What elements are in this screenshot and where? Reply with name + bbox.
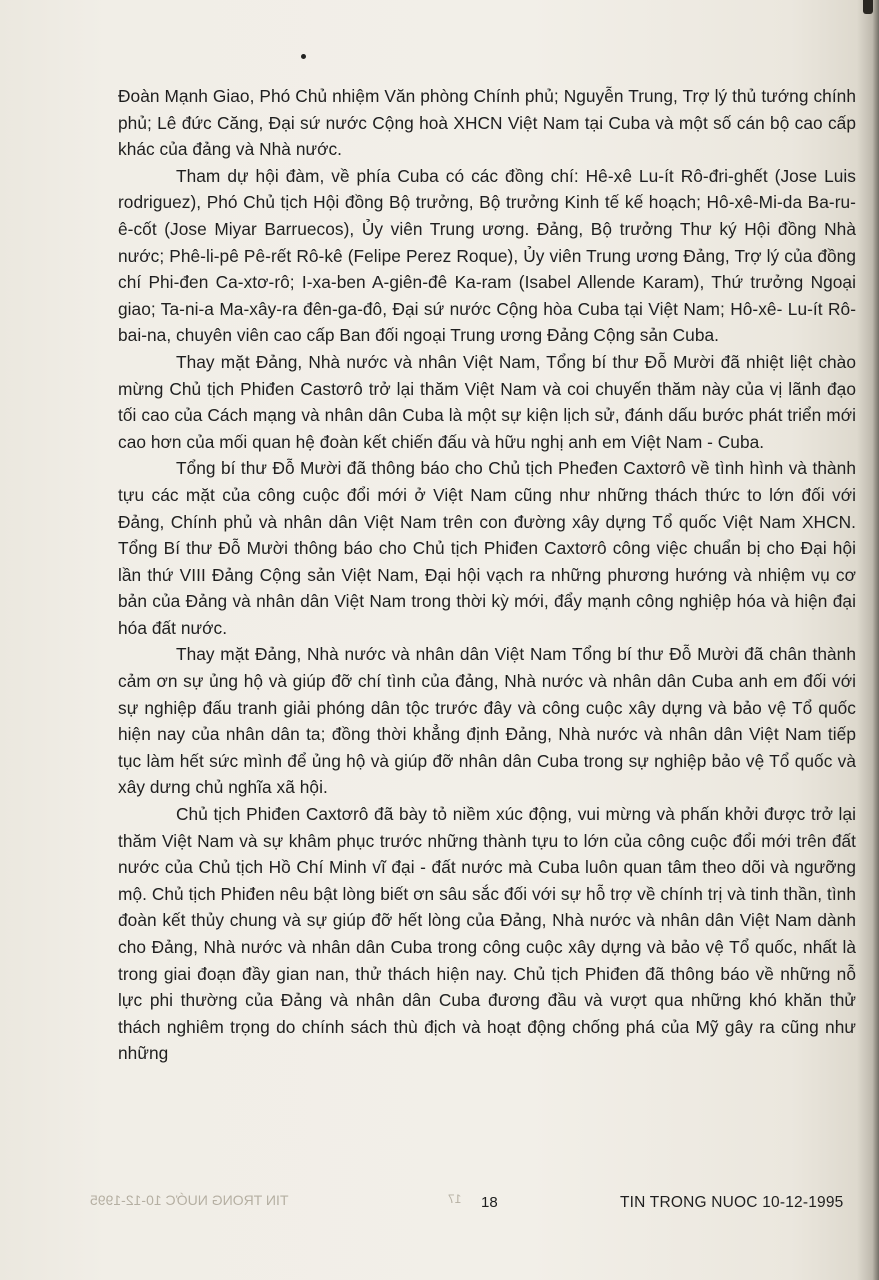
article-body [118,83,856,1067]
page-edge-shadow [857,0,879,1280]
paragraph-4: Tổng bí thư Đỗ Mười đã thông báo cho Chủ tịch Pheđen Caxtơrô về tình hình và thành tựu các mặt của công cuộc đổi mới ở Việt Nam cũng như những thách thức to lớn đối với Đảng, Chính phủ và nhân dân Việt Nam trên con đường xây dựng Tổ quốc Việt Nam XHCN. Tổng Bí thư Đỗ Mười thông báo cho Chủ tịch Phiđen Caxtơrô công việc chuẩn bị cho Đại hội lần thứ VIII Đảng Cộng sản Việt Nam, Đại hội vạch ra những phương hướng và nhiệm vụ cơ bản của Đảng và nhân dân Việt Nam trong thời kỳ mới, đẩy mạnh công nghiệp hóa và hiện đại hóa đất nước. [118,458,856,638]
bleed-through-footer: TIN TRONG NUỚC 10-12-1995 [90,1192,289,1208]
bleed-through-page-number: 17 [448,1192,462,1206]
paragraph-1: Đoàn Mạnh Giao, Phó Chủ nhiệm Văn phòng Chính phủ; Nguyễn Trung, Trợ lý thủ tướng chính phủ; Lê đức Căng, Đại sứ nước Cộng hoà XHCN Việt Nam tại Cuba và một số cán bộ cao cấp khác của đảng và Nhà nước. [118,86,856,160]
page-number: 18 [481,1194,498,1211]
paragraph-5: Thay mặt Đảng, Nhà nước và nhân dân Việt Nam Tổng bí thư Đỗ Mười đã chân thành cảm ơn sự ủng hộ và giúp đỡ chí tình của đảng, Nhà nước và nhân dân Cuba anh em đối với sự nghiệp đấu tranh giải phóng dân tộc trước đây và công cuộc xây dựng và bảo vệ Tổ quốc hiện nay của nhân dân ta; đồng thời khẳng định Đảng, Nhà nước và nhân dân Việt Nam tiếp tục làm hết sức mình để ủng hộ và giúp đỡ nhân dân Cuba trong sự nghiệp bảo vệ Tổ quốc và xây dưng chủ nghĩa xã hội. [118,644,856,798]
ink-dot [301,54,306,59]
paragraph-3: Thay mặt Đảng, Nhà nước và nhân Việt Nam, Tổng bí thư Đỗ Mười đã nhiệt liệt chào mừng Chủ tịch Phiđen Castơrô trở lại thăm Việt Nam và coi chuyến thăm này của vị lãnh đạo tối cao của Cách mạng và nhân dân Cuba là một sự kiện lịch sử, đánh dấu bước phát triển mới cao hơn của mối quan hệ đoàn kết chiến đấu và hữu nghị anh em Việt Nam - Cuba. [118,351,856,452]
corner-mark [863,0,873,14]
page-footer [0,1188,879,1218]
publication-info: TIN TRONG NUOC 10-12-1995 [620,1194,844,1211]
paragraph-2: Tham dự hội đàm, về phía Cuba có các đồng chí: Hê-xê Lu-ít Rô-đri-ghết (Jose Luis rodriguez), Phó Chủ tịch Hội đồng Bộ trưởng, Bộ trưởng Kinh tế kế hoạch; Hô-xê-Mi-da Ba-ru-ê-cốt (Jose Miyar Barruecos), Ủy viên Trung ương. Đảng, Bộ trưởng Thư ký Hội đồng Nhà nước; Phê-li-pê Pê-rết Rô-kê (Felipe Perez Roque), Ủy viên Trung ương Đảng, Trợ lý của đồng chí Phi-đen Ca-xtơ-rô; I-xa-ben A-giên-đê Ka-ram (Isabel Allende Karam), Thứ trưởng Ngoại giao; Ta-ni-a Ma-xây-ra đên-ga-đô, Đại sứ nước Cộng hòa Cuba tại Việt Nam; Hô-xê- Lu-ít Rô-bai-na, chuyên viên cao cấp Ban đối ngoại Trung ương Đảng Cộng sản Cuba. [118,165,856,346]
paragraph-6: Chủ tịch Phiđen Caxtơrô đã bày tỏ niềm xúc động, vui mừng và phấn khởi được trở lại thăm Việt Nam và sự khâm phục trước những thành tựu to lớn của công cuộc đổi mới trên đất nước của Chủ tịch Hồ Chí Minh vĩ đại - đất nước mà Cuba luôn quan tâm theo dõi và ngưỡng mộ. Chủ tịch Phiđen nêu bật lòng biết ơn sâu sắc đối với sự hỗ trợ về chính trị và tinh thần, tình đoàn kết thủy chung và sự giúp đỡ hết lòng của Đảng, Nhà nước và nhân dân Việt Nam dành cho Đảng, Nhà nước và nhân dân Cuba trong công cuộc xây dựng và bảo vệ Tổ quốc, nhất là trong giai đoạn đầy gian nan, thử thách hiện nay. Chủ tịch Phiđen đã thông báo về những nỗ lực phi thường của Đảng và nhân dân Cuba đương đầu và vượt qua những khó khăn thử thách nghiêm trọng do chính sách thù địch và hoạt động chống phá của Mỹ gây ra cũng như những [118,804,856,1064]
